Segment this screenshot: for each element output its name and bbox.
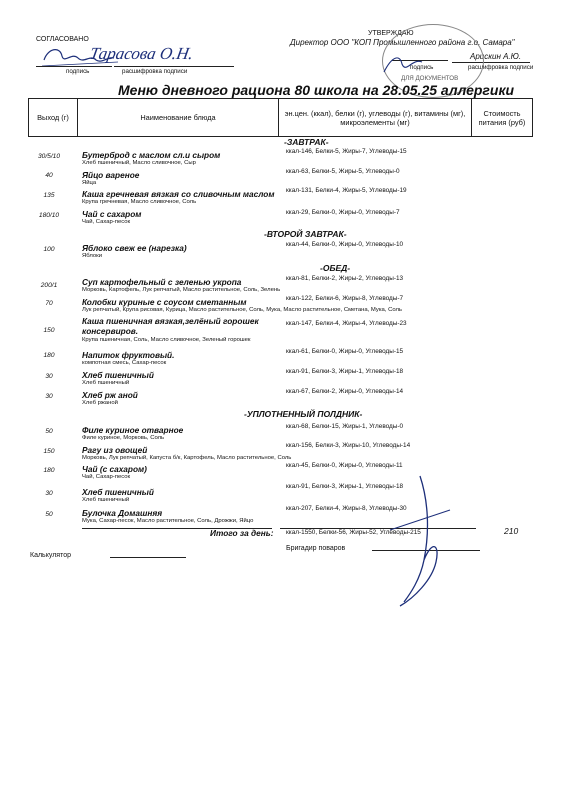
row-nutrition: ккал-44, Белки-0, Жиры-0, Углеводы-10 (286, 241, 404, 248)
row-composition: компотная смесь, Сахар-песок (82, 360, 167, 366)
row-nutrition: ккал-207, Белки-4, Жиры-8, Углеводы-30 (286, 505, 407, 512)
row-composition: Чай, Сахар-песок (82, 219, 131, 225)
row-yield: 50 (45, 428, 53, 435)
row-composition: Чай, Сахар-песок (82, 474, 131, 480)
row-dish-name: Филе куриное отварное (82, 425, 184, 435)
totals-cost: 210 (504, 526, 519, 536)
row-dish-name: Колобки куриные с соусом сметанным (82, 297, 247, 307)
section-title-second-breakfast: -ВТОРОЙ ЗАВТРАК- (264, 229, 347, 239)
row-composition: Хлеб пшеничный (82, 497, 130, 503)
row-yield: 30 (45, 490, 53, 497)
totals-label: Итого за день: (210, 528, 274, 538)
calculator-label: Калькулятор (30, 552, 71, 559)
row-dish-name: Рагу из овощей (82, 445, 148, 455)
totals-nutrition: ккал-1550, Белки-56, Жиры-52, Углеводы-215 (286, 529, 421, 536)
row-yield: 70 (45, 300, 53, 307)
row-dish-name: Каша гречневая вязкая со сливочным маслом (82, 189, 275, 199)
row-yield: 30/5/10 (38, 153, 60, 160)
row-yield: 150 (43, 327, 55, 334)
row-dish-name: Суп картофельный с зеленью укропа (82, 277, 242, 287)
row-composition: Хлеб ржаной (82, 400, 118, 406)
row-yield: 100 (43, 246, 55, 253)
row-yield: 180 (43, 352, 55, 359)
row-composition: Яблоки (82, 253, 103, 259)
left-name-caption: расшифровка подписи (122, 68, 188, 75)
row-dish-name: Хлеб рж аной (82, 390, 138, 400)
approval-right-name: Арискин А.Ю. (470, 52, 522, 61)
section-title-afternoon-snack: -УПЛОТНЕННЫЙ ПОЛДНИК- (244, 409, 363, 419)
row-yield: 200/1 (40, 282, 58, 289)
row-nutrition: ккал-67, Белки-2, Жиры-0, Углеводы-14 (286, 388, 404, 395)
row-dish-name: Напиток фруктовый. (82, 350, 175, 360)
row-dish-name: Чай с сахаром (82, 209, 142, 219)
row-composition: Морковь, Лук репчатый, Капуста б/к, Картофель, Масло растительное, Соль (82, 455, 292, 461)
row-nutrition: ккал-122, Белки-6, Жиры-8, Углеводы-7 (286, 295, 404, 302)
row-dish-name: Бутерброд с маслом сл.и сыром (82, 150, 221, 160)
row-nutrition: ккал-68, Белки-15, Жиры-1, Углеводы-0 (286, 423, 404, 430)
approval-right-label: УТВЕРЖДАЮ (368, 30, 414, 37)
row-composition: Мука, Сахар-песок, Масло растительное, Соль, Дрожжи, Яйцо (82, 518, 254, 524)
row-yield: 40 (45, 172, 53, 179)
row-nutrition: ккал-131, Белки-4, Жиры-5, Углеводы-19 (286, 187, 407, 194)
stamp-text: ДЛЯ ДОКУМЕНТОВ (401, 75, 459, 82)
col-name-header: Наименование блюда (78, 99, 279, 137)
row-composition: Крупа пшеничная, Соль, Масло сливочное, Зеленый горошек (82, 337, 251, 343)
approval-right-position: Директор ООО "КОП Промышленного района г.о. Самара" (290, 38, 515, 47)
row-composition: Хлеб пшеничный (82, 380, 130, 386)
col-cost-header: Стоимость питания (руб) (472, 99, 533, 137)
row-dish-name: Чай (с сахаром) (82, 464, 147, 474)
row-dish-name: Каша пшеничная вязкая,зелёный горошек консервиров. (82, 316, 259, 336)
approval-left-sig2-text: Тарасова О.Н. (88, 44, 195, 63)
page-title: Меню дневного рациона 80 школа на 28.05.25 аллергики (118, 82, 515, 98)
row-composition: Хлеб пшеничный, Масло сливочное, Сыр (82, 160, 196, 166)
row-yield: 30 (45, 393, 53, 400)
right-sig-caption: подпись (410, 64, 434, 71)
right-signature (378, 50, 428, 80)
row-dish-name: Яблоко свеж ее (нарезка) (82, 243, 187, 253)
brigadier-signature (370, 470, 480, 610)
row-composition: Морковь, Картофель, Лук репчатый, Масло растительное, Соль, Зелень (82, 287, 281, 293)
row-yield: 30 (45, 373, 53, 380)
row-composition: Яйца (82, 180, 97, 186)
brigadier-label: Бригадир поваров (286, 545, 346, 552)
row-nutrition: ккал-156, Белки-3, Жиры-10, Углеводы-14 (286, 442, 411, 449)
row-nutrition: ккал-147, Белки-4, Жиры-4, Углеводы-23 (286, 320, 407, 327)
menu-table-header (28, 98, 533, 137)
row-dish-name: Хлеб пшеничный (82, 370, 154, 380)
row-nutrition: ккал-81, Белки-2, Жиры-2, Углеводы-13 (286, 275, 404, 282)
row-composition: Лук репчатый, Крупа рисовая, Курица, Масло растительное, Соль, Мука, Масло растительное, Сметана, Мука, Соль (82, 307, 403, 313)
col-energy-header: эн.цен. (ккал), белки (г), углеводы (г), витамины (мг), микроэлементы (мг) (279, 99, 472, 137)
row-yield: 180 (43, 467, 55, 474)
row-composition: Крупа гречневая, Масло сливочное, Соль (82, 199, 197, 205)
row-nutrition: ккал-91, Белки-3, Жиры-1, Углеводы-18 (286, 483, 404, 490)
row-nutrition: ккал-29, Белки-0, Жиры-0, Углеводы-7 (286, 209, 400, 216)
row-dish-name: Булочка Домашняя (82, 508, 163, 518)
row-nutrition: ккал-61, Белки-0, Жиры-0, Углеводы-15 (286, 348, 404, 355)
approval-left-label: СОГЛАСОВАНО (36, 36, 89, 43)
row-nutrition: ккал-146, Белки-5, Жиры-7, Углеводы-15 (286, 148, 407, 155)
row-nutrition: ккал-63, Белки-5, Жиры-5, Углеводы-0 (286, 168, 400, 175)
row-nutrition: ккал-91, Белки-3, Жиры-1, Углеводы-18 (286, 368, 404, 375)
row-dish-name: Яйцо вареное (82, 170, 140, 180)
row-nutrition: ккал-45, Белки-0, Жиры-0, Углеводы-11 (286, 462, 403, 469)
row-yield: 50 (45, 511, 53, 518)
col-yield-header: Выход (г) (29, 99, 78, 137)
left-sig-caption: подпись (66, 68, 90, 75)
section-title-breakfast: -ЗАВТРАК- (284, 137, 329, 147)
row-yield: 150 (43, 448, 55, 455)
row-dish-name: Хлеб пшеничный (82, 487, 154, 497)
row-composition: Филе куриное, Морковь, Соль (82, 435, 165, 441)
row-yield: 135 (43, 192, 55, 199)
row-yield: 180/10 (38, 212, 60, 219)
section-title-lunch: -ОБЕД- (320, 263, 351, 273)
right-name-caption: расшифровка подписи (468, 64, 534, 71)
